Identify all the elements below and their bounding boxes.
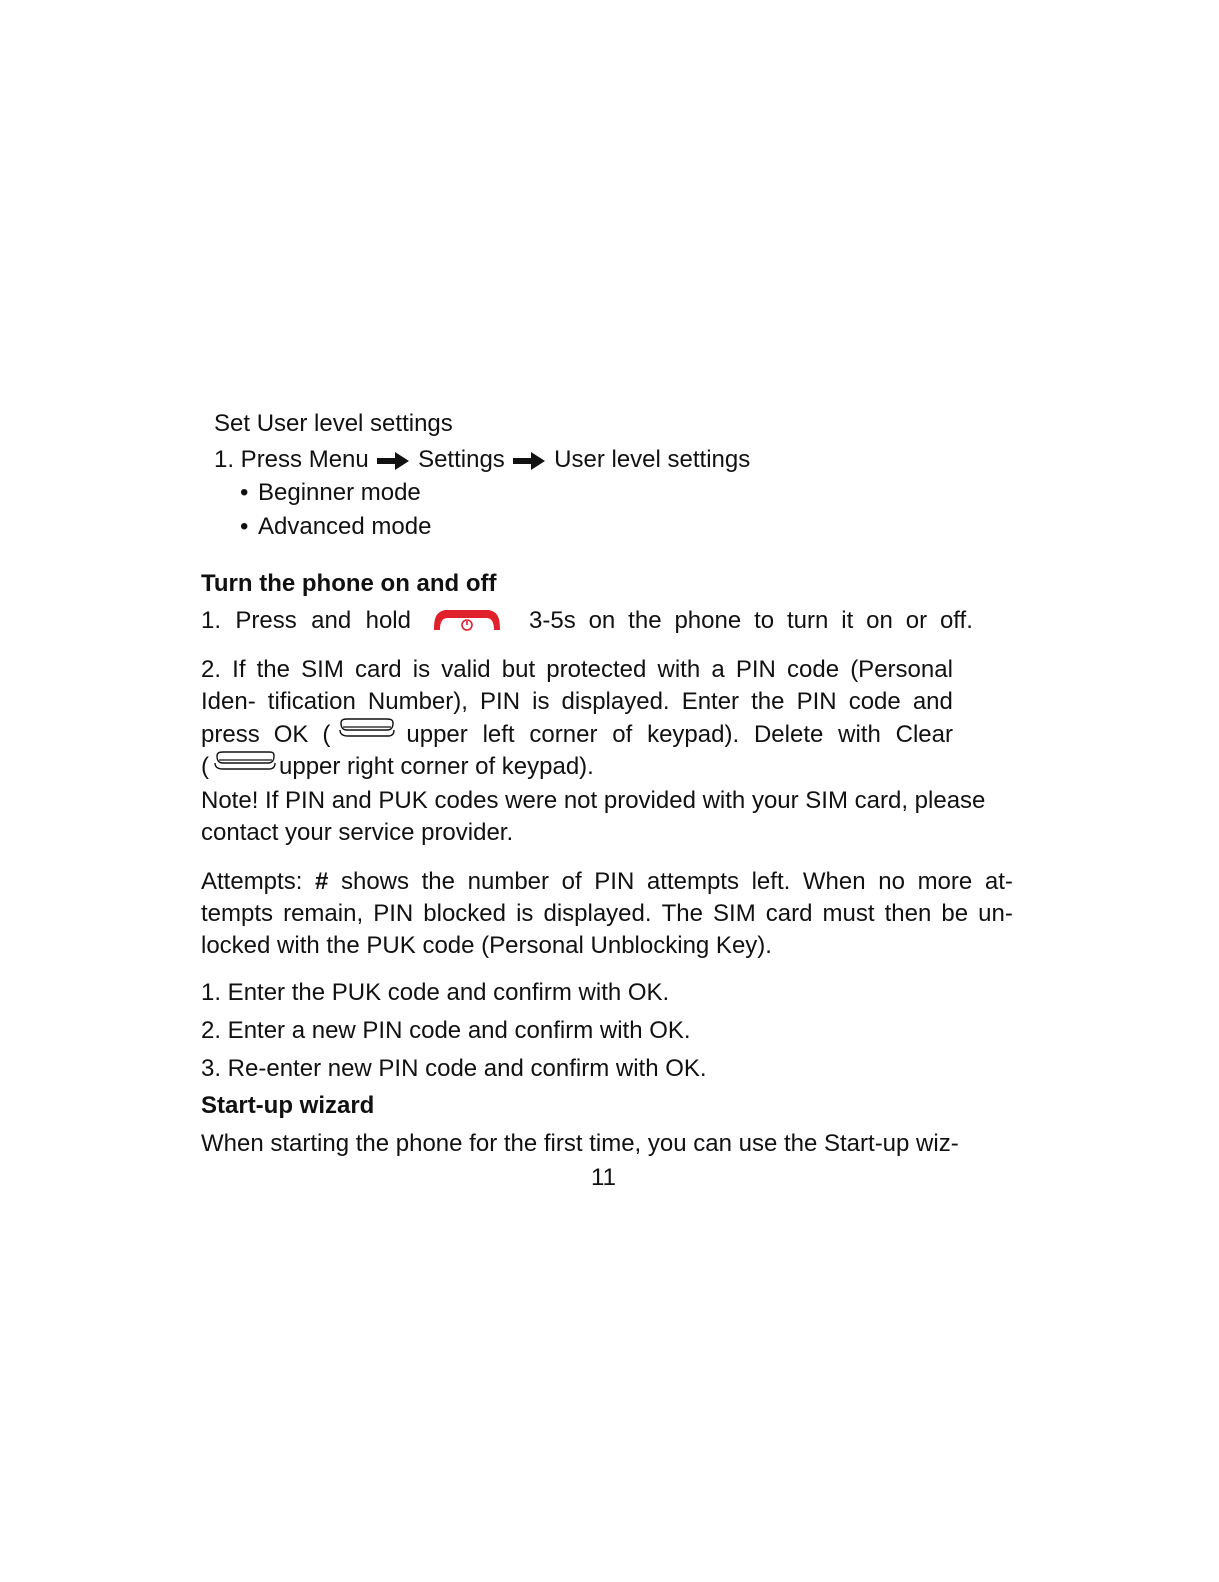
- word: upper right corner of keypad).: [279, 752, 594, 780]
- word: code: [848, 688, 901, 715]
- word: remain,: [283, 900, 364, 927]
- word: card: [765, 900, 813, 927]
- word: SIM: [301, 656, 344, 683]
- attempts-line-3: locked with the PUK code (Personal Unblocking Key).: [201, 932, 772, 959]
- note-line-2: contact your service provider.: [201, 819, 514, 846]
- word: with: [657, 656, 701, 683]
- list-item: [240, 515, 431, 539]
- word: When: [802, 868, 866, 895]
- word: (Personal: [850, 656, 953, 683]
- soft-key-icon: [213, 750, 277, 783]
- word: OK: [273, 720, 309, 748]
- note-line-1: Note! If PIN and PUK codes were not provided with your SIM card, please: [201, 787, 986, 814]
- power-step-2-line-4: [201, 750, 594, 783]
- option-label: Advanced mode: [258, 513, 432, 540]
- word: or: [905, 606, 928, 634]
- word: valid: [441, 656, 491, 683]
- bullet: •: [240, 479, 249, 506]
- word: but: [501, 656, 536, 683]
- word: The: [661, 900, 703, 927]
- step-1-settings: Settings: [418, 446, 505, 473]
- right-arrow-icon: [375, 446, 418, 473]
- word: is: [516, 900, 534, 927]
- power-step-2-line-3: [201, 718, 953, 751]
- word: code: [787, 656, 840, 683]
- power-step-2-line-1: [201, 658, 953, 682]
- word: of: [612, 720, 633, 748]
- word: the: [421, 868, 456, 895]
- word: left: [482, 720, 515, 748]
- word: off.: [939, 606, 973, 634]
- word: corner: [529, 720, 598, 748]
- hash-symbol: #: [315, 868, 329, 895]
- word: turn: [786, 606, 829, 634]
- word: number: [467, 868, 550, 895]
- word: is: [412, 656, 431, 683]
- word: keypad).: [647, 720, 740, 748]
- word: displayed.: [561, 688, 670, 715]
- word: a: [711, 656, 725, 683]
- word: on: [866, 606, 893, 634]
- word: to: [754, 606, 775, 634]
- right-arrow-icon: [505, 446, 554, 473]
- word: card: [354, 656, 402, 683]
- word: 2.: [201, 656, 222, 683]
- word: Delete: [753, 720, 824, 748]
- word: (: [201, 752, 209, 780]
- page-number: 11: [591, 1164, 616, 1191]
- word: If: [232, 656, 246, 683]
- word: Press: [235, 606, 297, 634]
- section-heading-power: Turn the phone on and off: [201, 570, 497, 597]
- word: 3-5s: [529, 606, 576, 634]
- power-step-1-after: [529, 606, 973, 634]
- word: more: [917, 868, 973, 895]
- word: tempts: [201, 900, 274, 927]
- word: un-: [978, 900, 1013, 927]
- word: attempts: [646, 868, 739, 895]
- step-1-target: User level settings: [554, 446, 751, 473]
- list-item: 3. Re-enter new PIN code and confirm with OK.: [201, 1055, 707, 1082]
- word: is: [532, 688, 550, 715]
- user-level-step-1: [214, 448, 750, 473]
- word: the: [256, 656, 291, 683]
- word: then: [884, 900, 932, 927]
- word: PIN: [594, 868, 635, 895]
- list-item: [240, 481, 421, 505]
- attempts-line-1: [201, 870, 1013, 894]
- step-1-prefix: 1. Press Menu: [214, 446, 369, 473]
- word: displayed.: [543, 900, 652, 927]
- word: Iden-: [201, 688, 256, 715]
- word: PIN: [735, 656, 776, 683]
- soft-key-icon: [338, 718, 396, 751]
- power-step-2-line-3-after: [406, 720, 953, 748]
- word: no: [878, 868, 905, 895]
- word: tification: [267, 688, 356, 715]
- word: at-: [984, 868, 1013, 895]
- word: PIN: [373, 900, 414, 927]
- option-label: Beginner mode: [258, 479, 421, 506]
- user-level-title: Set User level settings: [214, 410, 453, 437]
- power-key-icon: [431, 604, 503, 637]
- list-item: 2. Enter a new PIN code and confirm with OK.: [201, 1017, 691, 1044]
- power-step-1-before: [201, 606, 411, 634]
- word: shows: [340, 868, 410, 895]
- word: PIN: [480, 688, 521, 715]
- word: SIM: [713, 900, 756, 927]
- word: and: [912, 688, 953, 715]
- power-step-1: [201, 604, 973, 637]
- word: and: [311, 606, 352, 634]
- bullet: •: [240, 513, 249, 540]
- word: Number),: [367, 688, 468, 715]
- word: with: [838, 720, 881, 748]
- word: upper: [406, 720, 468, 748]
- word: press: [201, 720, 260, 748]
- word: PIN: [796, 688, 837, 715]
- word: phone: [674, 606, 742, 634]
- word: hold: [365, 606, 411, 634]
- power-step-2-line-2: [201, 690, 953, 714]
- word: Attempts:: [201, 868, 303, 895]
- word: of: [561, 868, 582, 895]
- word: it: [841, 606, 854, 634]
- attempts-line-2: [201, 902, 1013, 926]
- word: on: [588, 606, 616, 634]
- word: the: [628, 606, 662, 634]
- list-item: 1. Enter the PUK code and confirm with OK.: [201, 979, 670, 1006]
- word: Enter: [681, 688, 740, 715]
- wizard-text: When starting the phone for the first time, you can use the Start-up wiz-: [201, 1130, 959, 1157]
- word: be: [941, 900, 969, 927]
- word: blocked: [423, 900, 506, 927]
- word: protected: [546, 656, 647, 683]
- section-heading-wizard: Start-up wizard: [201, 1092, 375, 1119]
- word: the: [751, 688, 785, 715]
- word: 1.: [201, 606, 222, 634]
- word: left.: [751, 868, 791, 895]
- word: must: [822, 900, 875, 927]
- word: (: [322, 720, 331, 748]
- word: Clear: [895, 720, 953, 748]
